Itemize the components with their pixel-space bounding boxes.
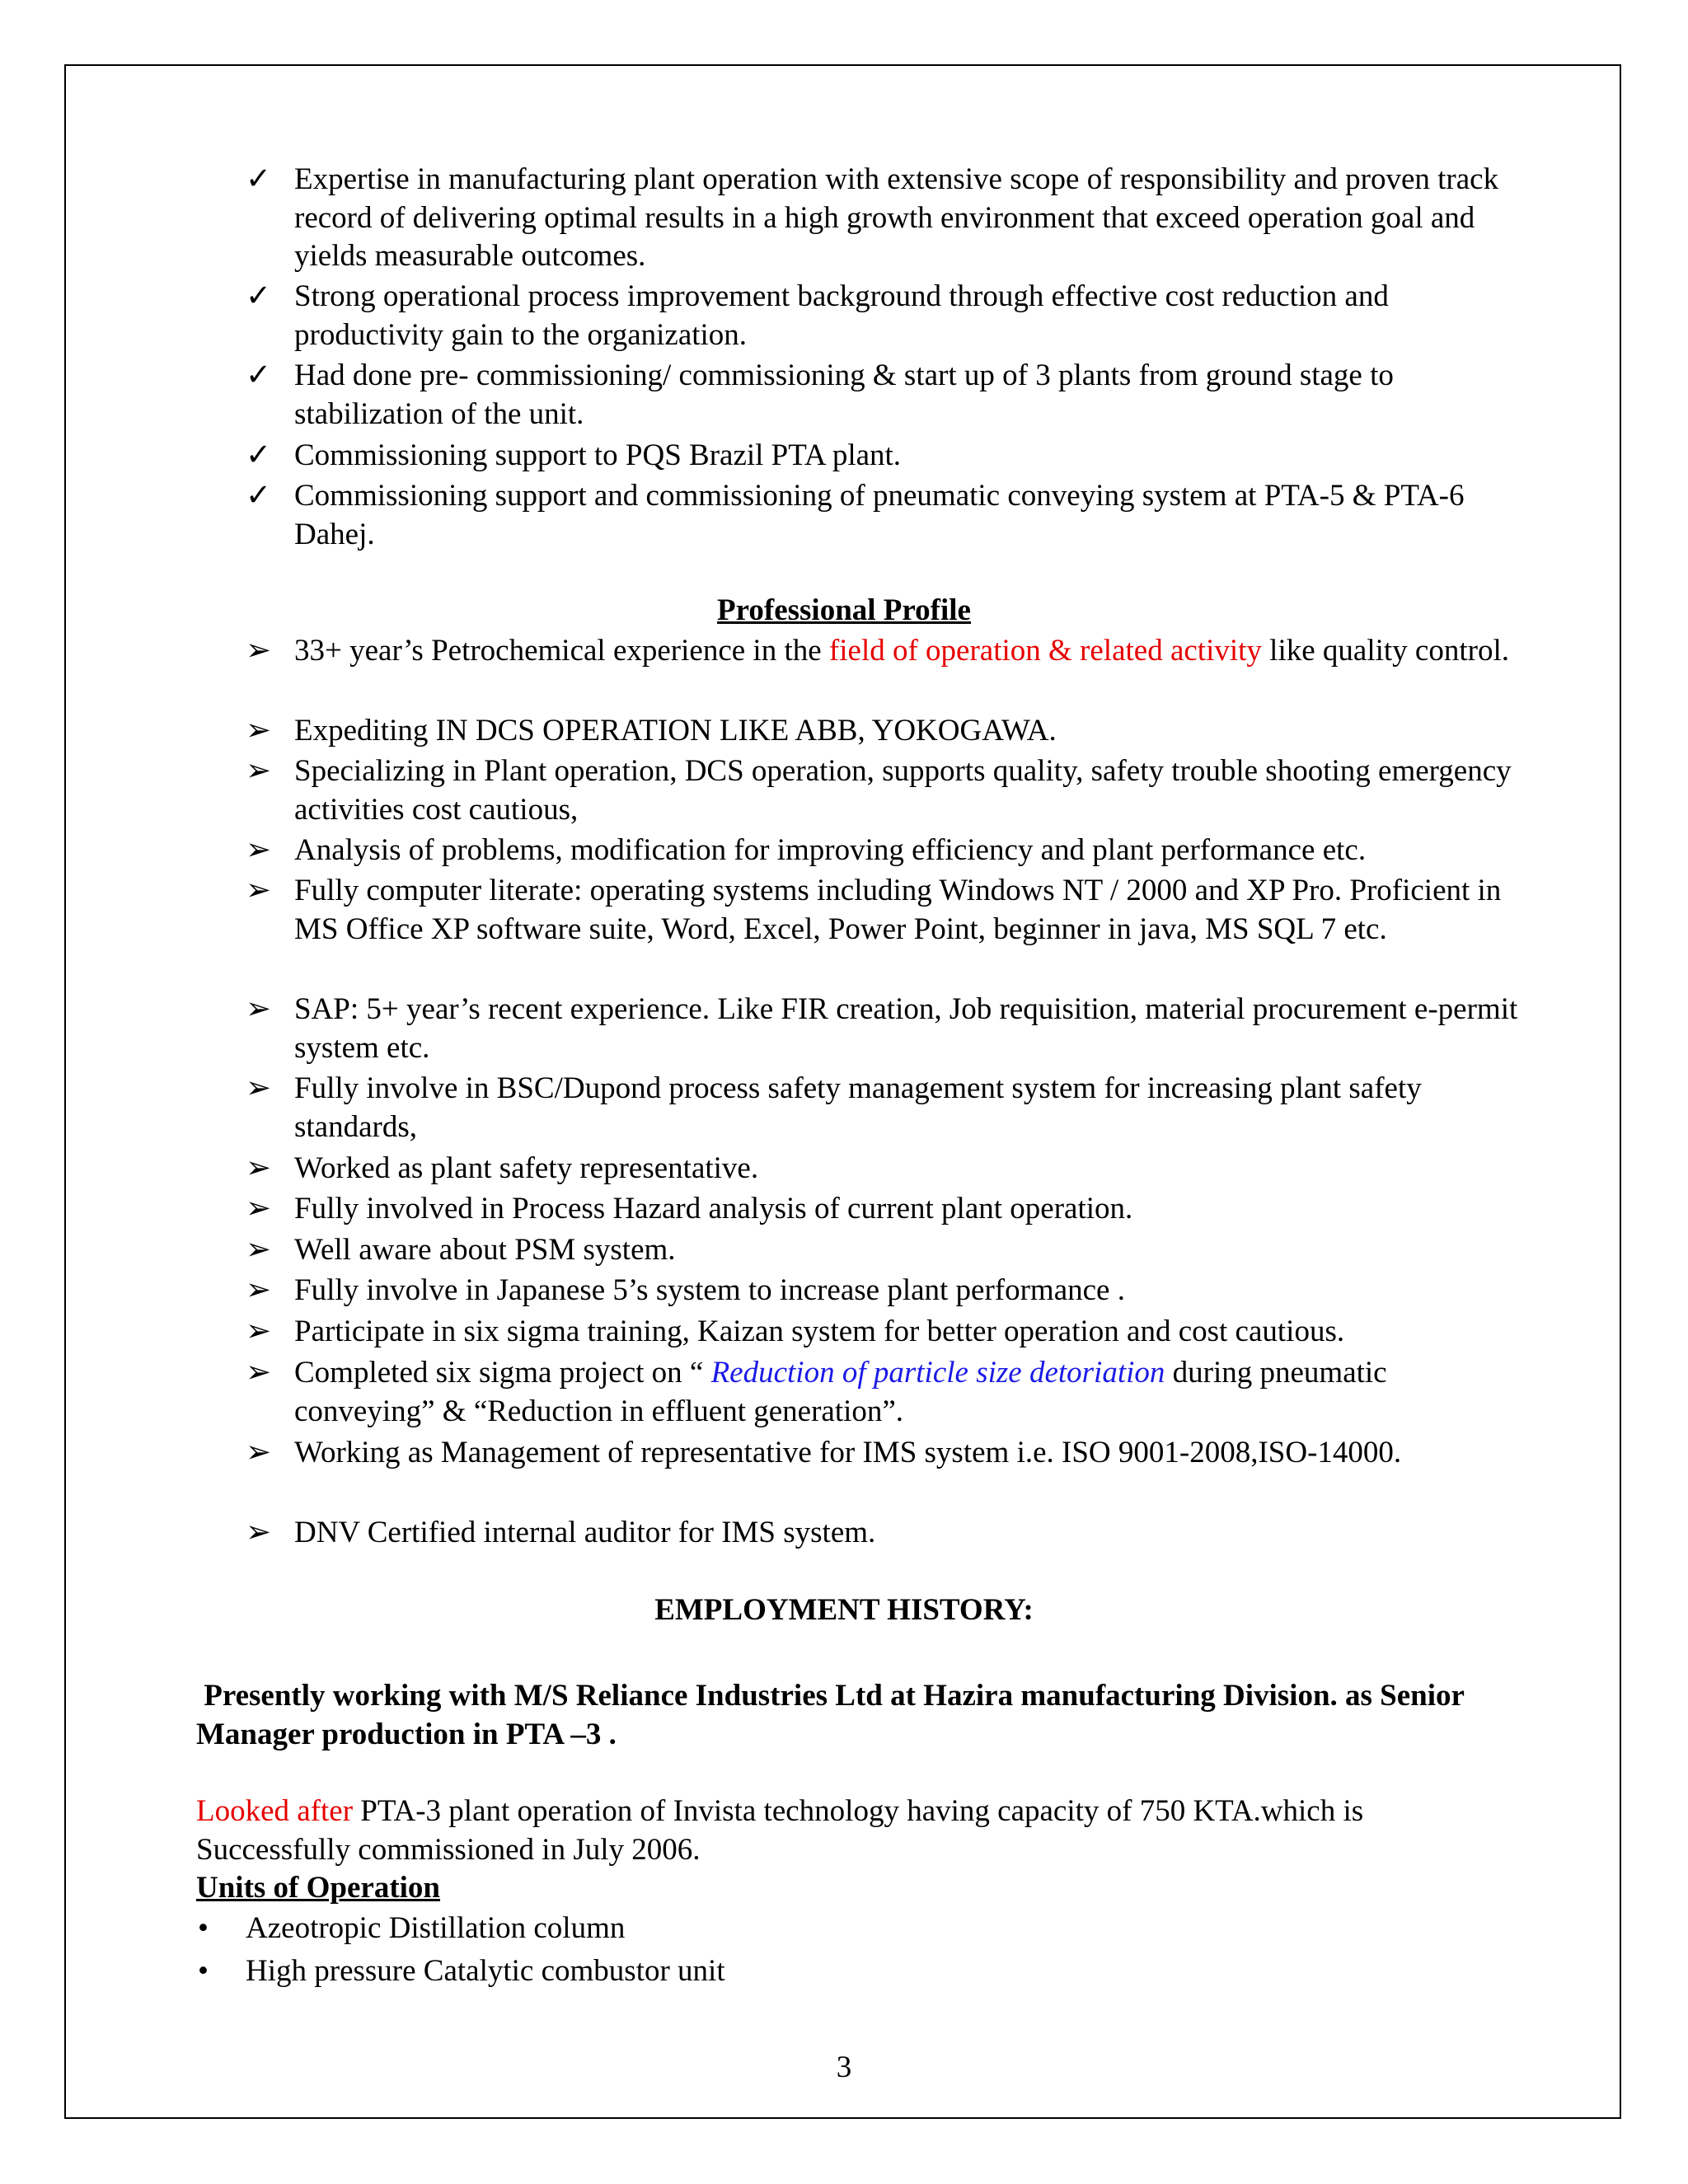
arrow-bullet-icon: ➢ <box>246 1071 272 1105</box>
project-title: Reduction of particle size detoriation <box>710 1356 1165 1390</box>
employment-heading: EMPLOYMENT HISTORY: <box>654 1593 1034 1627</box>
strength-item: Had done pre- commissioning/ commissioning & start up of 3 plants from ground stage to stabilization of the unit. <box>294 359 1394 431</box>
units-heading: Units of Operation <box>196 1871 440 1905</box>
bullet-icon: • <box>198 1954 209 1988</box>
page-number: 3 <box>836 2050 852 2084</box>
present-job: Presently working with M/S Reliance Industries Ltd at Hazira manufacturing Division. as Senior Manager production in PTA –3 . <box>196 1679 1472 1751</box>
profile-item: Completed six sigma project on “ Reduction of particle size detoriation during pneumatic conveying” & “Reduction in effluent generation”. <box>294 1356 1387 1428</box>
bullet-icon: • <box>198 1911 209 1945</box>
strength-item: Commissioning support and commissioning of pneumatic conveying system at PTA-5 & PTA-6 Dahej. <box>294 479 1465 551</box>
arrow-bullet-icon: ➢ <box>246 1436 272 1469</box>
arrow-bullet-icon: ➢ <box>246 1151 272 1185</box>
arrow-bullet-icon: ➢ <box>246 1315 272 1348</box>
highlighted-text: Looked after <box>196 1794 354 1828</box>
profile-item: DNV Certified internal auditor for IMS system. <box>294 1516 876 1549</box>
arrow-bullet-icon: ➢ <box>246 1233 272 1267</box>
arrow-bullet-icon: ➢ <box>246 1192 272 1226</box>
profile-item: Fully involve in Japanese 5’s system to increase plant performance . <box>294 1273 1125 1307</box>
check-icon: ✓ <box>246 279 272 313</box>
unit-item: Azeotropic Distillation column <box>246 1911 626 1945</box>
arrow-bullet-icon: ➢ <box>246 874 272 907</box>
looked-after-paragraph: Looked after PTA-3 plant operation of Invista technology having capacity of 750 KTA.which is Successfully commissioned in July 2006. <box>196 1794 1364 1867</box>
profile-item: Fully computer literate: operating systems including Windows NT / 2000 and XP Pro. Proficient in MS Office XP software suite, Word, Excel, Power Point, beginner in java, MS SQL 7 etc. <box>294 874 1502 946</box>
arrow-bullet-icon: ➢ <box>246 833 272 867</box>
profile-item: Fully involved in Process Hazard analysis of current plant operation. <box>294 1192 1133 1226</box>
profile-item: Fully involve in BSC/Dupond process safety management system for increasing plant safety standards, <box>294 1071 1422 1144</box>
strength-item: Strong operational process improvement background through effective cost reduction and productivity gain to the organization. <box>294 279 1389 352</box>
profile-item: Working as Management of representative for IMS system i.e. ISO 9001-2008,ISO-14000. <box>294 1436 1402 1469</box>
check-icon: ✓ <box>246 438 272 472</box>
arrow-bullet-icon: ➢ <box>246 1516 272 1549</box>
arrow-bullet-icon: ➢ <box>246 634 272 668</box>
strength-item: Expertise in manufacturing plant operation with extensive scope of responsibility and proven track record of delivering optimal results in a high growth environment that exceed operation goal and yields measurable outcomes. <box>294 162 1499 273</box>
profile-item: Participate in six sigma training, Kaizan system for better operation and cost cautious. <box>294 1315 1345 1348</box>
profile-heading: Professional Profile <box>717 593 971 627</box>
arrow-bullet-icon: ➢ <box>246 714 272 748</box>
profile-item: Specializing in Plant operation, DCS operation, supports quality, safety trouble shooting emergency activities cost cautious, <box>294 754 1512 827</box>
check-icon: ✓ <box>246 359 272 392</box>
profile-item: Worked as plant safety representative. <box>294 1151 759 1185</box>
profile-item: Analysis of problems, modification for improving efficiency and plant performance etc. <box>294 833 1367 867</box>
arrow-bullet-icon: ➢ <box>246 992 272 1026</box>
profile-item: Well aware about PSM system. <box>294 1233 676 1267</box>
strength-item: Commissioning support to PQS Brazil PTA plant. <box>294 438 902 472</box>
profile-item: Expediting IN DCS OPERATION LIKE ABB, YOKOGAWA. <box>294 714 1057 748</box>
profile-item: 33+ year’s Petrochemical experience in the field of operation & related activity like quality control. <box>294 634 1509 668</box>
arrow-bullet-icon: ➢ <box>246 1273 272 1307</box>
profile-item: SAP: 5+ year’s recent experience. Like FIR creation, Job requisition, material procurement e-permit system etc. <box>294 992 1518 1065</box>
arrow-bullet-icon: ➢ <box>246 754 272 788</box>
check-icon: ✓ <box>246 162 272 196</box>
highlighted-text: field of operation & related activity <box>828 634 1262 668</box>
unit-item: High pressure Catalytic combustor unit <box>246 1954 725 1988</box>
check-icon: ✓ <box>246 479 272 513</box>
arrow-bullet-icon: ➢ <box>246 1356 272 1390</box>
